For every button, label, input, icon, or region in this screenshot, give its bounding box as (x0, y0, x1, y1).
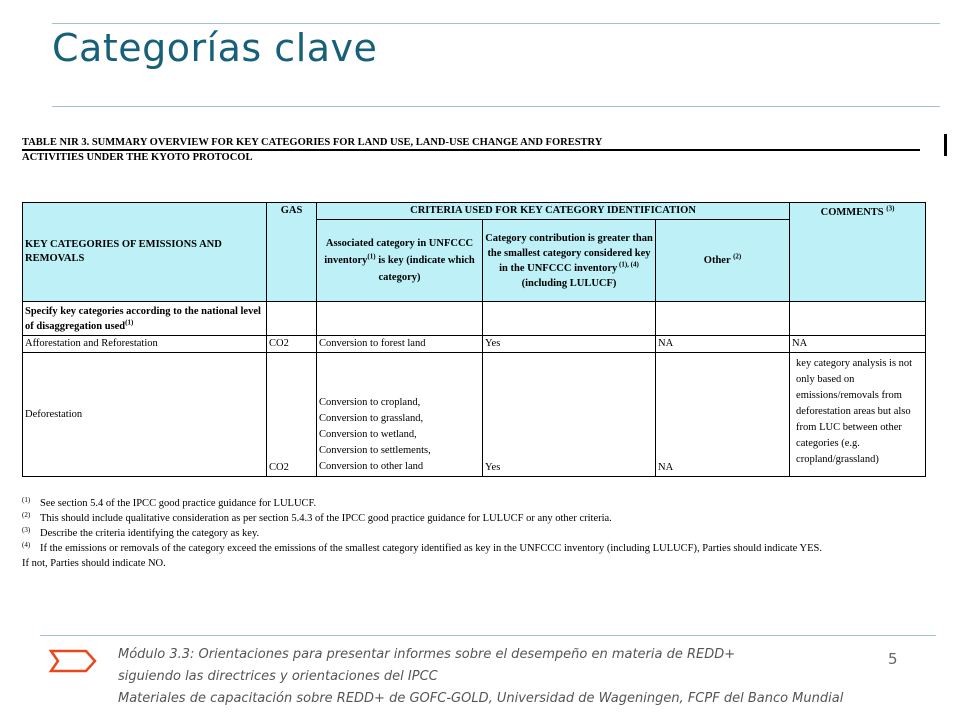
footnotes (22, 496, 932, 571)
table-row (23, 336, 926, 353)
header-category-contribution: Category contribution is greater than the smallest category considered key in the UNFCCC inventory $^{(1), (4)}$ (including LULUCF) (483, 220, 656, 302)
row-other: NA (656, 336, 790, 353)
page-number: 5 (888, 650, 898, 668)
row-associated: Conversion to cropland, Conversion to grassland, Conversion to wetland, Conversion to settlements, Conversion to other land (317, 353, 483, 477)
table-title-line-2: ACTIVITIES UNDER THE KYOTO PROTOCOL (22, 152, 253, 163)
footer-rule (40, 635, 936, 636)
header-comments: COMMENTS $^{(3)}$ (790, 203, 926, 302)
row-comments: NA (790, 336, 926, 353)
row-contribution: Yes (483, 353, 656, 477)
specify-row-label: Specify key categories according to the national level of disaggregation used$^{(1)}$ (23, 302, 267, 336)
header-gas: GAS (267, 203, 317, 302)
empty-cell (267, 302, 317, 336)
title-underline (52, 106, 940, 107)
row-category: Deforestation (23, 353, 267, 477)
table-image (22, 136, 926, 569)
row-associated: Conversion to forest land (317, 336, 483, 353)
empty-cell (483, 302, 656, 336)
slide-title: Categorías clave (52, 26, 378, 70)
header-criteria: CRITERIA USED FOR KEY CATEGORY IDENTIFICATION (317, 203, 790, 220)
arrow-right-shape (51, 651, 95, 671)
footnote-continuation: If not, Parties should indicate NO. (22, 558, 166, 569)
footnote: (2) This should include qualitative consideration as per section 5.4.3 of the IPCC good practice guidance for LULUCF or any other criteria. (22, 511, 612, 524)
empty-cell (317, 302, 483, 336)
key-categories-table (22, 202, 926, 477)
table-row (23, 353, 926, 477)
empty-cell (790, 302, 926, 336)
footnote: (1) See section 5.4 of the IPCC good practice guidance for LULUCF. (22, 496, 317, 509)
row-comments: key category analysis is not only based on emissions/removals from deforestation areas but also from LUC between other categories (e.g. cropland/grassland) (790, 353, 926, 477)
footer-caption (118, 644, 843, 710)
page-edge-bar (944, 134, 947, 156)
footer-line-3: Materiales de capacitación sobre REDD+ de GOFC-GOLD, Universidad de Wageningen, FCPF del Banco Mundial (118, 691, 844, 706)
row-gas: CO2 (267, 353, 317, 477)
row-contribution: Yes (483, 336, 656, 353)
footer-line-1: Módulo 3.3: Orientaciones para presentar informes sobre el desempeño en materia de REDD+ (118, 647, 736, 662)
top-rule (52, 23, 940, 24)
header-associated-category: Associated category in UNFCCC inventory$^{(1)}$ is key (indicate which category) (317, 220, 483, 302)
header-other: Other $^{(2)}$ (656, 220, 790, 302)
arrow-right-icon (48, 648, 98, 674)
row-gas: CO2 (267, 336, 317, 353)
footnote: (4) If the emissions or removals of the category exceed the emissions of the smallest category identified as key in the UNFCCC inventory (including LULUCF), Parties should indicate YES. (22, 541, 822, 554)
header-key-categories: KEY CATEGORIES OF EMISSIONS AND REMOVALS (23, 203, 267, 302)
footer-line-2: siguiendo las directrices y orientaciones del IPCC (118, 669, 438, 684)
table-title-line-1: TABLE NIR 3. SUMMARY OVERVIEW FOR KEY CATEGORIES FOR LAND USE, LAND-USE CHANGE AND FORESTRY (22, 136, 920, 151)
table-title (22, 136, 926, 164)
row-category: Afforestation and Reforestation (23, 336, 267, 353)
empty-cell (656, 302, 790, 336)
footnote: (3) Describe the criteria identifying the category as key. (22, 526, 260, 539)
row-other: NA (656, 353, 790, 477)
